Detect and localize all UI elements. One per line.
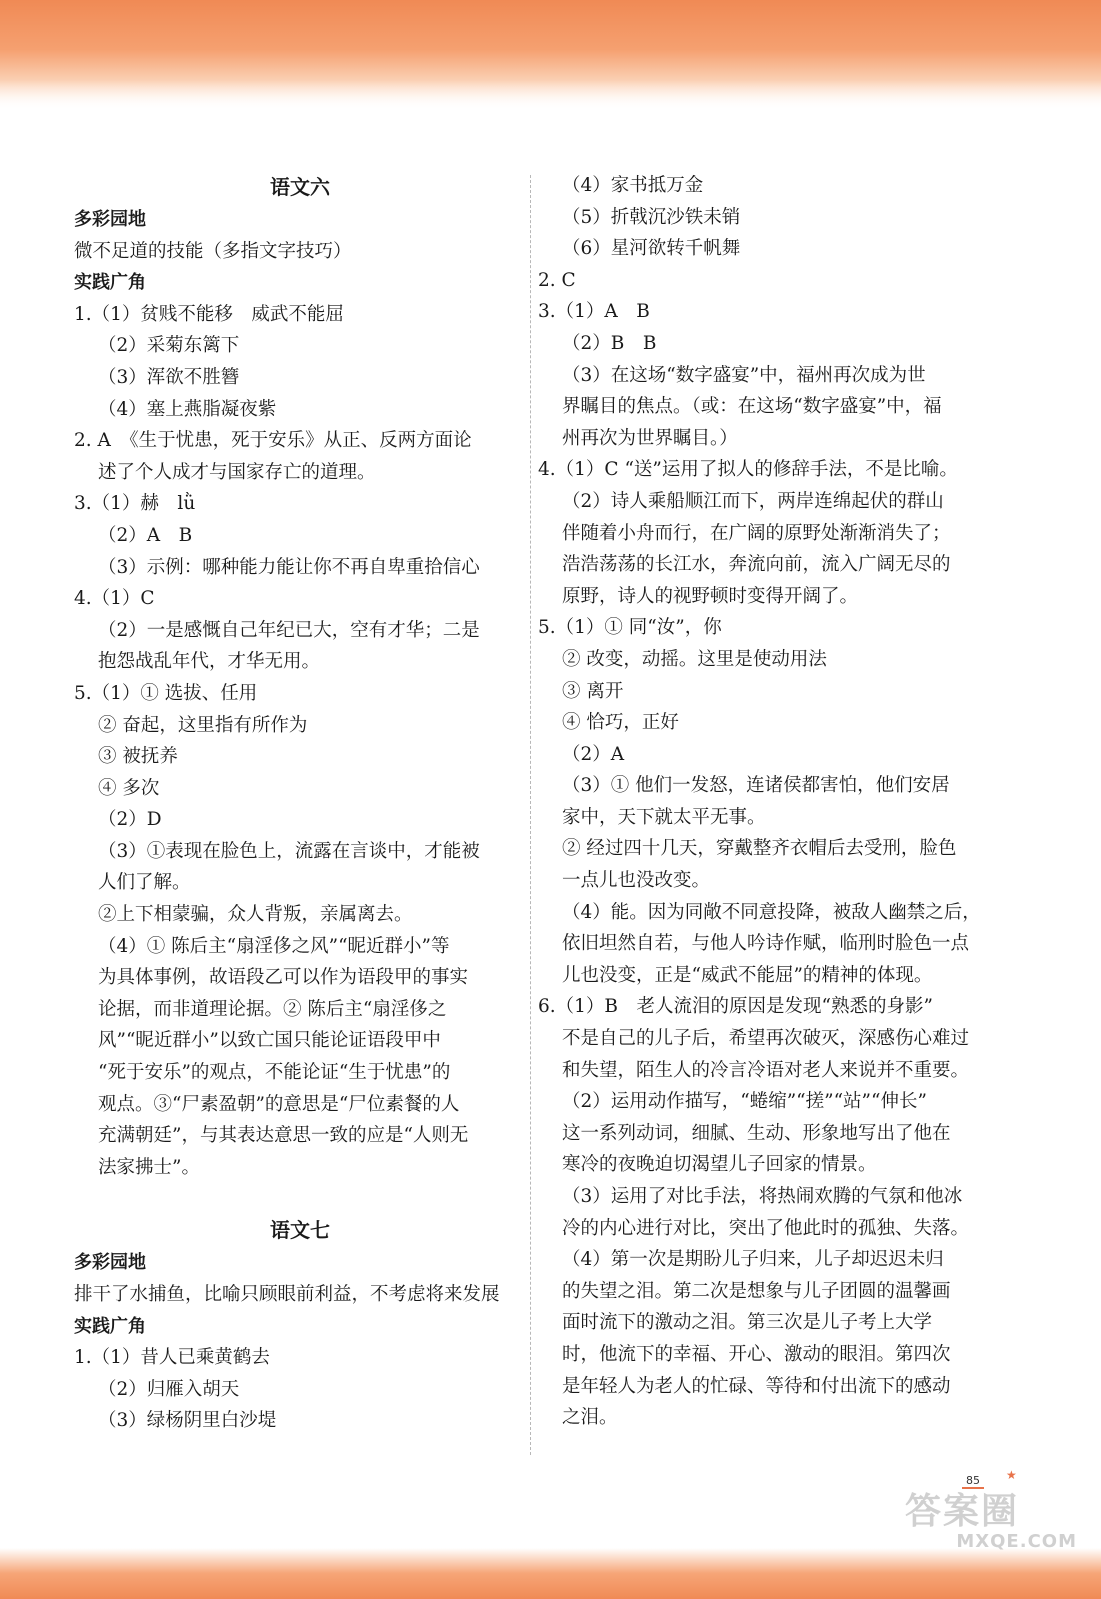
answer-line: 论据，而非道理论据。② 陈后主“扇淫侈之 — [98, 998, 447, 1020]
answer-line: （2）一是感慨自己年纪已大，空有才华；二是 — [98, 619, 480, 641]
answer-line: 2. A 《生于忧患，死于安乐》从正、反两方面论 — [74, 430, 472, 452]
answer-line: （3）① 他们一发怒，连诸侯都害怕，他们安居 — [562, 775, 950, 797]
answer-line: 观点。③“尸素盈朝”的意思是“尸位素餐的人 — [98, 1093, 460, 1115]
answer-list-yuwen7 — [74, 1342, 526, 1437]
answer-line: 法家拂士”。 — [98, 1156, 200, 1178]
answer-line: （5）折戟沉沙铁未销 — [562, 206, 741, 228]
answer-line: （4）能。因为同敞不同意投降，被敌人幽禁之后， — [562, 901, 981, 923]
answer-line: 儿也没变，正是“威武不能屈”的精神的体现。 — [562, 964, 933, 986]
answer-line: （2）A B — [98, 524, 193, 546]
answer-line: 5.（1）① 同“汝”，你 — [538, 617, 722, 639]
left-column — [74, 170, 526, 1437]
answer-line: “死于安乐”的观点，不能论证“生于忧患”的 — [98, 1062, 451, 1084]
answer-line: 1.（1）贫贱不能移 威武不能屈 — [74, 303, 344, 325]
answer-line: （4）第一次是期盼儿子归来，儿子却迟迟未归 — [562, 1249, 944, 1271]
answer-line: （2）B B — [562, 332, 657, 354]
answer-line: 不是自己的儿子后，希望再次破灭，深感伤心难过 — [562, 1028, 970, 1050]
answer-line: ④ 多次 — [98, 777, 160, 799]
watermark-url: MXQE.COM — [956, 1531, 1077, 1552]
answer-line: 的失望之泪。第二次是想象与儿子团圆的温馨画 — [562, 1280, 951, 1302]
answer-line: （6）星河欲转千帆舞 — [562, 238, 741, 260]
answer-line: （2）D — [98, 809, 162, 831]
answer-line: 浩浩荡荡的长江水，奔流向前，流入广阔无尽的 — [562, 554, 951, 576]
answer-line: 一点儿也没改变。 — [562, 870, 711, 892]
top-decorative-band — [0, 0, 1101, 110]
answer-line: 述了个人成才与国家存亡的道理。 — [98, 461, 376, 483]
answer-line: 是年轻人为老人的忙碌、等待和付出流下的感动 — [562, 1375, 951, 1397]
subheading-shijian-2: 实践广角 — [74, 1315, 146, 1337]
page-number: 85 — [962, 1474, 984, 1489]
column-divider — [530, 175, 531, 1455]
answer-line: 1.（1）昔人已乘黄鹤去 — [74, 1347, 270, 1369]
answer-line: （4）① 陈后主“扇淫侈之风”“昵近群小”等 — [98, 935, 450, 957]
answer-line: 面时流下的激动之泪。第三次是儿子考上大学 — [562, 1312, 933, 1334]
answer-line: （2）归雁入胡天 — [98, 1378, 240, 1400]
answer-line: （3）在这场“数字盛宴”中，福州再次成为世 — [562, 364, 926, 386]
subheading-shijian: 实践广角 — [74, 272, 146, 294]
answer-line: 抱怨战乱年代，才华无用。 — [98, 651, 321, 673]
answer-line: ②上下相蒙骗，众人背叛，亲属离去。 — [98, 904, 413, 926]
answer-list-right — [538, 170, 996, 1434]
watermark-logo — [905, 1492, 1085, 1552]
right-column — [538, 170, 996, 1434]
answer-line: 冷的内心进行对比，突出了他此时的孤独、失落。 — [562, 1217, 970, 1239]
answer-line: 充满朝廷”，与其表达意思一致的应是“人则无 — [98, 1125, 469, 1147]
duocai-answer-2: 排干了水捕鱼，比喻只顾眼前利益，不考虑将来发展 — [74, 1284, 500, 1305]
answer-line: ② 经过四十几天，穿戴整齐衣帽后去受刑，脸色 — [562, 838, 957, 860]
answer-line: 和失望，陌生人的冷言冷语对老人来说并不重要。 — [562, 1059, 970, 1081]
answer-line: 为具体事例，故语段乙可以作为语段甲的事实 — [98, 967, 469, 989]
answer-line: （3）运用了对比手法，将热闹欢腾的气氛和他冰 — [562, 1186, 963, 1207]
answer-line: 6.（1）B 老人流泪的原因是发现“熟悉的身影” — [538, 996, 933, 1018]
answer-line: （3）①表现在脸色上，流露在言谈中，才能被 — [98, 840, 480, 862]
answer-line: 州再次为世界瞩目。） — [562, 427, 738, 449]
answer-line: 原野，诗人的视野顿时变得开阔了。 — [562, 585, 859, 607]
star-icon: ★ — [1006, 1468, 1017, 1482]
section-title-yuwen7: 语文七 — [270, 1218, 330, 1243]
answer-line: ③ 被抚养 — [98, 746, 178, 768]
answer-line: （3）示例：哪种能力能让你不再自卑重拾信心 — [98, 556, 480, 578]
duocai-answer: 微不足道的技能（多指文字技巧） — [74, 240, 352, 262]
answer-line: 之泪。 — [562, 1407, 618, 1429]
answer-line: （4）家书抵万金 — [562, 175, 704, 196]
answer-line: 4.（1）C — [74, 588, 155, 610]
answer-line: ② 奋起，这里指有所作为 — [98, 714, 308, 736]
answer-line: 2. C — [538, 269, 576, 291]
answer-line: ④ 恰巧，正好 — [562, 712, 679, 734]
subheading-duocai-2: 多彩园地 — [74, 1252, 146, 1274]
answer-line: （2）采菊东篱下 — [98, 335, 240, 357]
answer-line: 伴随着小舟而行，在广阔的原野处渐渐消失了； — [562, 522, 951, 544]
answer-line: 这一系列动词，细腻、生动、形象地写出了他在 — [562, 1122, 951, 1144]
answer-line: （3）绿杨阴里白沙堤 — [98, 1410, 277, 1432]
answer-line: 风”“昵近群小”以致亡国只能论证语段甲中 — [98, 1030, 441, 1052]
answer-line: 5.（1）① 选拔、任用 — [74, 682, 258, 704]
watermark-text: 答案圈 — [905, 1491, 1020, 1532]
answer-line: 人们了解。 — [98, 872, 191, 894]
answer-line: 3.（1）A B — [538, 301, 650, 323]
answer-line: 家中，天下就太平无事。 — [562, 806, 766, 828]
answer-line: （2）诗人乘船顺江而下，两岸连绵起伏的群山 — [562, 490, 944, 512]
answer-line: （2）A — [562, 743, 625, 765]
answer-line: 界瞩目的焦点。（或：在这场“数字盛宴”中，福 — [562, 396, 942, 418]
answer-line: 3.（1）赫 lǜ — [74, 493, 196, 515]
answer-line: 依旧坦然自若，与他人吟诗作赋，临刑时脸色一点 — [562, 933, 970, 955]
answer-line: 4.（1）C “送”运用了拟人的修辞手法，不是比喻。 — [538, 459, 958, 481]
section-title-yuwen6: 语文六 — [270, 175, 330, 199]
answer-line: （3）浑欲不胜簪 — [98, 366, 240, 388]
answer-line: （4）塞上燕脂凝夜紫 — [98, 398, 277, 420]
section-spacer — [74, 1183, 526, 1213]
subheading-duocai: 多彩园地 — [74, 209, 146, 230]
answer-line: （2）运用动作描写，“蜷缩”“搓”“站”“伸长” — [562, 1091, 927, 1113]
answer-list-yuwen6 — [74, 299, 526, 1184]
answer-line: ② 改变，动摇。这里是使动用法 — [562, 648, 827, 670]
answer-line: 时，他流下的幸福、开心、激动的眼泪。第四次 — [562, 1343, 951, 1365]
answer-line: ③ 离开 — [562, 680, 624, 702]
answer-line: 寒冷的夜晚迫切渴望儿子回家的情景。 — [562, 1154, 877, 1176]
bottom-decorative-band — [0, 1548, 1101, 1599]
